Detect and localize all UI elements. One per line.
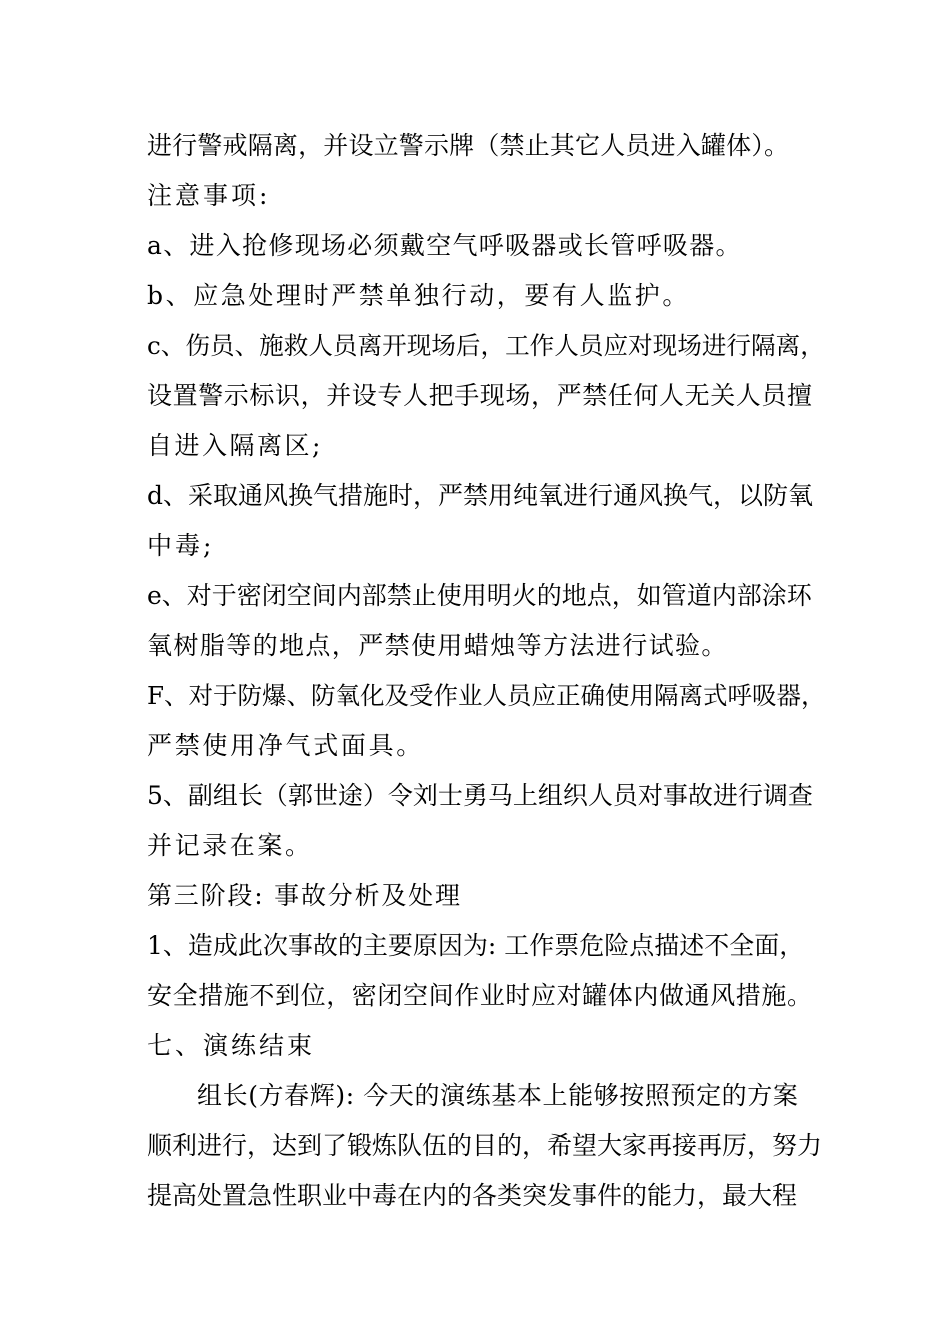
text-line: c、伤员、施救人员离开现场后，工作人员应对现场进行隔离，: [147, 331, 825, 360]
text-line: 自进入隔离区;: [147, 431, 323, 460]
text-line: 5、副组长（郭世途）令刘士勇马上组织人员对事故进行调查: [147, 781, 813, 810]
text-line: 设置警示标识，并设专人把手现场，严禁任何人无关人员擅: [147, 381, 813, 410]
text-line: e、对于密闭空间内部禁止使用明火的地点，如管道内部涂环: [147, 581, 812, 610]
text-line: 中毒;: [147, 531, 215, 560]
text-line: 并记录在案。: [147, 831, 313, 860]
text-line: 安全措施不到位，密闭空间作业时应对罐体内做通风措施。: [147, 981, 813, 1010]
text-line: d、采取通风换气措施时，严禁用纯氧进行通风换气，以防氧: [147, 481, 814, 510]
text-line: 进行警戒隔离，并设立警示牌（禁止其它人员进入罐体）。: [147, 131, 790, 160]
text-line: F、对于防爆、防氧化及受作业人员应正确使用隔离式呼吸器，: [147, 681, 826, 710]
text-line: 七、演练结束: [147, 1031, 316, 1060]
document-body: [147, 128, 826, 1228]
text-line: 第三阶段: 事故分析及处理: [147, 881, 462, 910]
text-line: 组长(方春辉): 今天的演练基本上能够按照预定的方案: [197, 1081, 799, 1110]
text-line: 氧树脂等的地点，严禁使用蜡烛等方法进行试验。: [147, 631, 728, 660]
text-line: 顺利进行，达到了锻炼队伍的目的，希望大家再接再厉，努力: [147, 1131, 823, 1160]
text-line: 1、造成此次事故的主要原因为: 工作票危险点描述不全面，: [147, 931, 805, 960]
text-line: 提高处置急性职业中毒在内的各类突发事件的能力，最大程: [147, 1181, 798, 1210]
text-line: b、应急处理时严禁单独行动，要有人监护。: [147, 281, 691, 310]
text-line: 注意事项:: [147, 181, 271, 210]
text-line: a、进入抢修现场必须戴空气呼吸器或长管呼吸器。: [147, 231, 742, 260]
text-line: 严禁使用净气式面具。: [147, 731, 425, 760]
